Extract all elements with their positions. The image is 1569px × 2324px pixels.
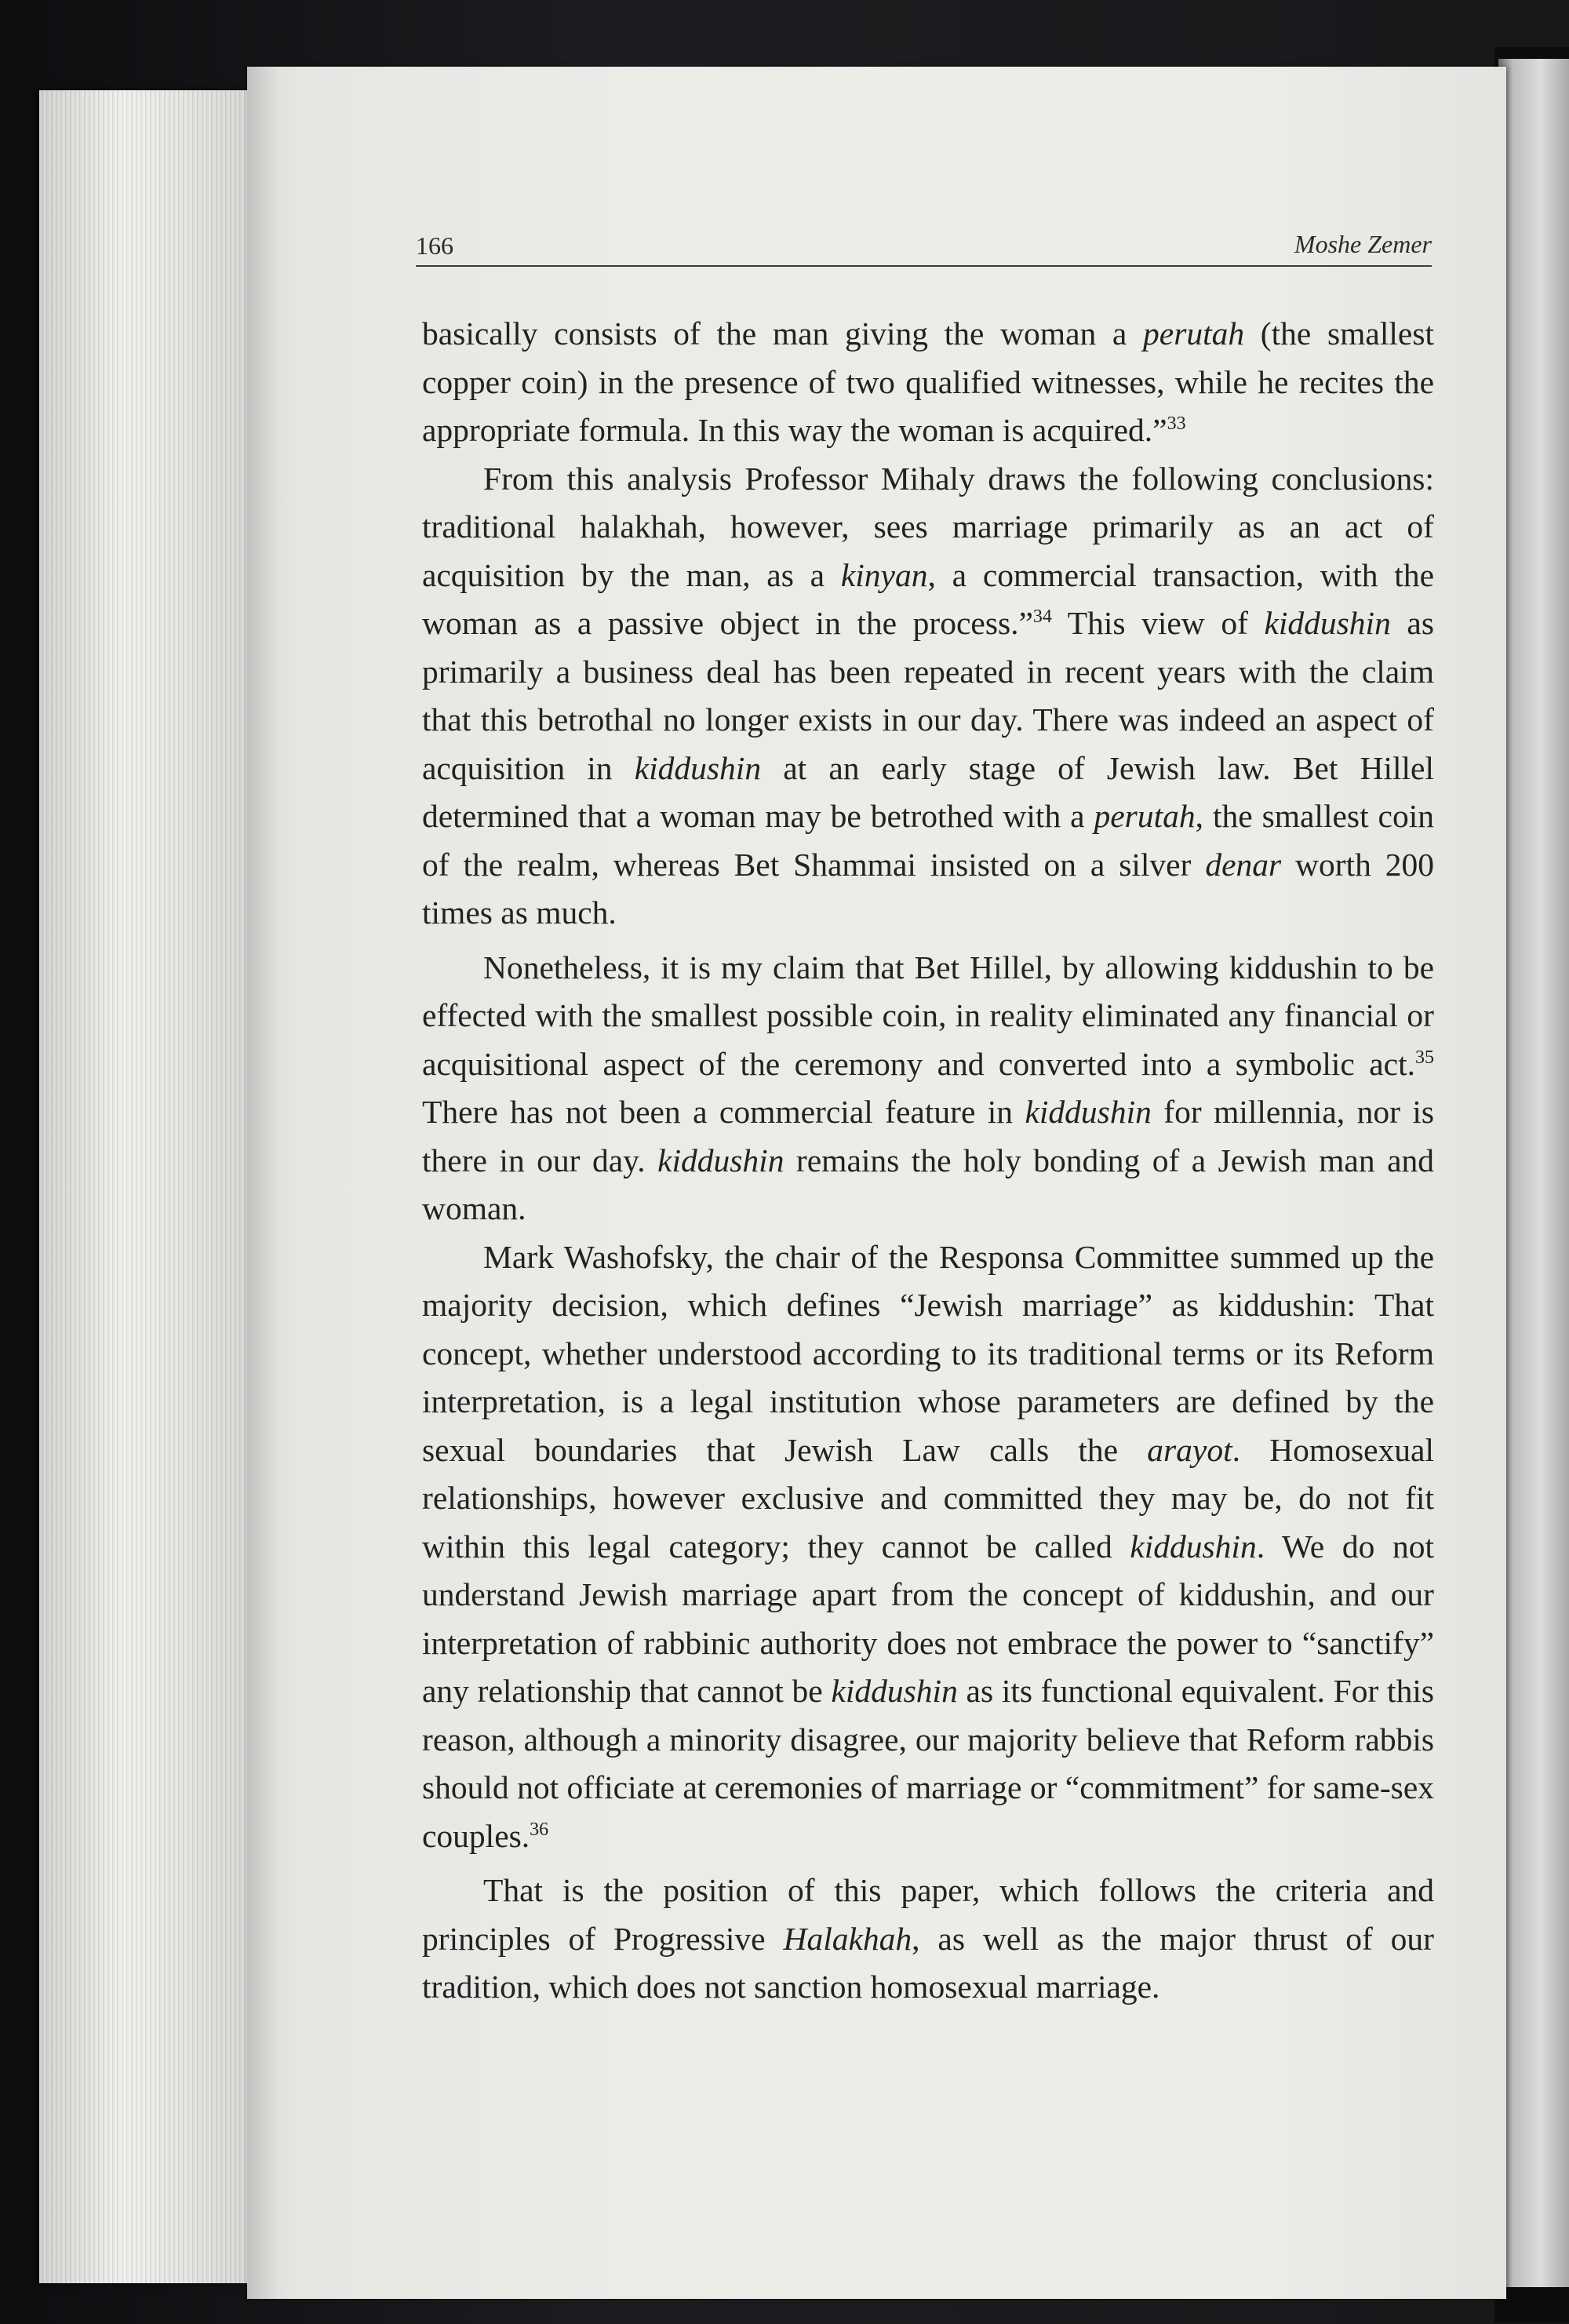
text-run: Mark Washofsky, the chair of the Responsa Committee summed up the majority decision, which defines “Jewish marriage” as kiddushin: That concept, whether understood according to its traditional terms or its Reform interpretation, is a legal institution whose parameters are defined by the sexual boundaries that Jewish Law calls the bbox=[422, 1238, 1434, 1468]
italic-term: kinyan bbox=[840, 556, 928, 593]
text-run: remains the holy bonding of a Jewish man and woman. bbox=[422, 1142, 1434, 1226]
text-run: , the smallest coin of the realm, whereas Bet Shammai insisted on a silver bbox=[422, 798, 1434, 883]
text-run: . Homosexual relationships, however exclusive and committed they may be, do not fit within this legal category; they cannot be called bbox=[422, 1431, 1434, 1565]
footnote-ref: 34 bbox=[1032, 606, 1052, 628]
facing-page-edge bbox=[1498, 59, 1569, 2287]
body-text bbox=[422, 310, 1434, 2012]
text-run: at an early stage of Jewish law. Bet Hillel determined that a woman may be betrothed with a bbox=[422, 749, 1435, 834]
footnote-ref: 33 bbox=[1167, 413, 1186, 435]
text-run: basically consists of the man giving the woman a bbox=[422, 315, 1144, 352]
page-number: 166 bbox=[416, 231, 453, 260]
text-run: This view of bbox=[1051, 605, 1265, 641]
text-run: as its functional equivalent. For this reason, although a minority disagree, our majority believe that Reform rabbis should not officiate at ceremonies of marriage or “commitment” for same-sex couples. bbox=[422, 1673, 1434, 1854]
italic-term: kiddushin bbox=[1264, 605, 1391, 641]
text-run: as primarily a business deal has been repeated in recent years with the claim that this betrothal no longer exists in our day. There was indeed an aspect of acquisition in bbox=[422, 605, 1434, 786]
text-run: , as well as the major thrust of our tradition, which does not sanction homosexual marriage. bbox=[422, 1920, 1435, 2005]
text-run: , a commercial transaction, with the woman as a passive object in the process.” bbox=[422, 556, 1435, 641]
page-stack-shade bbox=[39, 90, 251, 2283]
paragraph-p2 bbox=[422, 455, 1434, 938]
italic-term: kiddushin bbox=[1130, 1528, 1257, 1565]
italic-term: perutah bbox=[1094, 798, 1196, 834]
text-run: From this analysis Professor Mihaly draws the following conclusions: traditional halakhah, however, sees marriage primarily as an act of acquisition by the man, as a bbox=[422, 460, 1434, 593]
page-header bbox=[416, 220, 1432, 267]
text-run: There has not been a commercial feature in bbox=[422, 1094, 1025, 1130]
italic-term: denar bbox=[1205, 846, 1282, 883]
italic-term: arayot bbox=[1147, 1431, 1232, 1468]
paragraph-p1 bbox=[422, 310, 1434, 455]
text-run: . We do not understand Jewish marriage apart from the concept of kiddushin, and our interpretation of rabbinic authority does not embrace the power to “sanctify” any relationship that cannot be bbox=[422, 1528, 1434, 1709]
italic-term: perutah bbox=[1143, 315, 1245, 352]
footnote-ref: 36 bbox=[530, 1819, 549, 1840]
text-run: That is the position of this paper, which follows the criteria and principles of Progressive bbox=[422, 1872, 1434, 1957]
italic-term: Halakhah bbox=[783, 1920, 912, 1957]
page-shadow bbox=[247, 67, 278, 2299]
text-run: for millennia, nor is there in our day. bbox=[422, 1094, 1434, 1178]
italic-term: kiddushin bbox=[831, 1673, 958, 1709]
footnote-ref: 35 bbox=[1415, 1047, 1434, 1068]
paragraph-p5 bbox=[422, 1867, 1434, 2012]
text-run: Nonetheless, it is my claim that Bet Hillel, by allowing kiddushin to be effected with the smallest possible coin, in reality eliminated any financial or acquisitional aspect of the ceremony and converted into a symbolic act. bbox=[422, 949, 1434, 1082]
text-run: (the smallest copper coin) in the presence of two qualified witnesses, while he recites the appropriate formula. In this way the woman is acquired.” bbox=[422, 315, 1435, 448]
paragraph-p4 bbox=[422, 1233, 1434, 1861]
italic-term: kiddushin bbox=[634, 749, 762, 786]
text-run: worth 200 times as much. bbox=[422, 846, 1434, 931]
italic-term: kiddushin bbox=[657, 1142, 784, 1178]
header-rule bbox=[416, 265, 1432, 267]
running-head-author: Moshe Zemer bbox=[1294, 230, 1432, 258]
italic-term: kiddushin bbox=[1025, 1094, 1152, 1130]
paragraph-p3 bbox=[422, 944, 1434, 1233]
